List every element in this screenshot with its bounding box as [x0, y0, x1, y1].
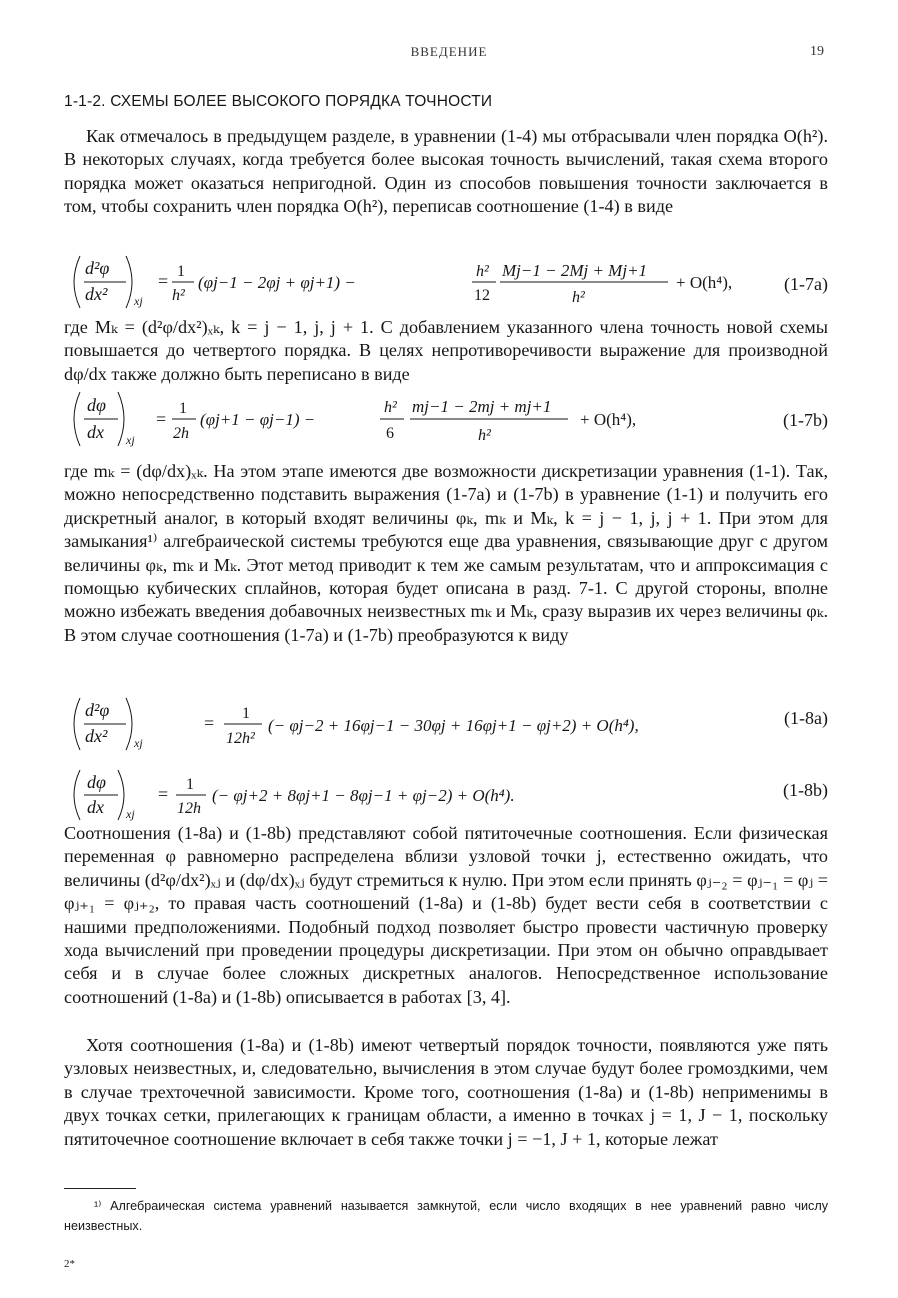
eq7a-coef-den: h² [172, 287, 185, 304]
eq7b-lhs-sub: xj [126, 433, 135, 447]
paragraph-after-1-7a: где Mₖ = (d²φ/dx²)ₓₖ, k = j − 1, j, j + 1. С добавлением указанного члена точность новой схемы повышается до четвертого порядка. В целях непротиворечивости выражение для производной dφ/dx также должно быть переписано в виде [64, 317, 828, 384]
eq8b-coef-num: 1 [186, 776, 194, 793]
running-head: ВВЕДЕНИЕ [410, 44, 488, 59]
equation-label-1-7b: (1-7b) [783, 410, 828, 430]
equation-1-7b-formula [64, 388, 764, 450]
equation-1-8b [64, 766, 828, 824]
equation-label-1-8b: (1-8b) [783, 780, 828, 800]
paragraph-after-1-8b: Соотношения (1-8a) и (1-8b) представляют собой пятиточечные соотношения. Если физическая переменная φ равномерно распределена вблизи узловой точки j, естественно ожидать, что величины (d²φ/dx²)ₓⱼ и (dφ/dx)ₓⱼ будут стремиться к нулю. При этом если принять φⱼ₋₂ = φⱼ₋₁ = φⱼ = φⱼ₊₁ = φⱼ₊₂, то правая часть соотношений (1-8a) и (1-8b) будет вести себя в соответствии с нашими предположениями. Подобный подход позволяет быстро провести частичную проверку хода вычислений при проведении процедуры дискретизации. При этом он обычно оправдывает себя и в случае более сложных дискретных аналогов. Непосредственное использование соотношений (1-8a) и (1-8b) описывается в работах [3, 4]. [64, 823, 828, 1007]
eq7a-lhs-num: d²φ [85, 258, 110, 278]
svg-text:=: = [156, 409, 167, 429]
eq8b-lhs-den: dx [87, 797, 104, 817]
eq7b-coef-num: 1 [179, 400, 187, 417]
eq8a-lhs-sub: xj [134, 736, 143, 750]
eq8b-lhs-sub: xj [126, 807, 135, 821]
eq7a-frac2-num: Mj−1 − 2Mj + Mj+1 [502, 261, 648, 280]
eq7a-coef-num: 1 [177, 263, 185, 280]
eq7a-frac2-den: h² [572, 289, 585, 306]
eq8b-lhs-num: dφ [87, 772, 106, 792]
footnote-rule [64, 1188, 136, 1189]
eq7b-corr-num: h² [384, 399, 397, 416]
eq8b-coef-den: 12h [177, 800, 201, 817]
eq7b-lhs-den: dx [87, 422, 104, 442]
paragraph-last: Хотя соотношения (1-8a) и (1-8b) имеют четвертый порядок точности, появляются уже пять узловых неизвестных, и, следовательно, вычисления в этом случае будут более громоздкими, чем в случае трехточечной зависимости. Кроме того, соотношения (1-8a) и (1-8b) неприменимы в двух точках сетки, прилегающих к границам области, а именно в точках j = 1, J − 1, поскольку пятиточечное соотношение включает в себя также точки j = −1, J + 1, которые лежат [64, 1035, 828, 1149]
eq7b-coef-den: 2h [173, 425, 189, 442]
eq7a-corr-num: h² [476, 263, 489, 280]
equation-1-8a-formula [64, 694, 764, 754]
svg-text:=: = [204, 713, 215, 733]
eq7b-frac2-den: h² [478, 427, 491, 444]
eq8b-rhs: (− φj+2 + 8φj+1 − 8φj−1 + φj−2) + O(h⁴). [212, 786, 515, 805]
svg-text:=: = [158, 784, 169, 804]
eq7a-lhs-sub: xj [134, 294, 143, 308]
page-number: 19 [810, 44, 824, 59]
equation-label-1-8a: (1-8a) [784, 708, 828, 728]
eq7a-order: + O(h⁴), [676, 273, 733, 292]
eq7b-corr-den: 6 [386, 425, 394, 442]
eq7b-lhs-num: dφ [87, 395, 106, 415]
eq7a-corr-den: 12 [474, 287, 490, 304]
section-title: 1-1-2. СХЕМЫ БОЛЕЕ ВЫСОКОГО ПОРЯДКА ТОЧНОСТИ [64, 93, 493, 110]
equation-1-8b-formula [64, 766, 764, 824]
eq7a-bracket: (φj−1 − 2φj + φj+1) − [198, 273, 356, 292]
paragraph-intro: Как отмечалось в предыдущем разделе, в уравнении (1-4) мы отбрасывали член порядка O(h²). В некоторых случаях, когда требуется более высокая точность вычислений, такая схема второго порядка может оказаться непригодной. Один из способов повышения точности заключается в том, чтобы сохранить член порядка O(h²), переписав соотношение (1-4) в виде [64, 126, 828, 217]
paragraph-after-1-7b: где mₖ = (dφ/dx)ₓₖ. На этом этапе имеются две возможности дискретизации уравнения (1-1). Так, можно непосредственно подставить выражения (1-7a) и (1-7b) в уравнение (1-1) и получить его дискретный аналог, в который входят величины φₖ, mₖ и Mₖ, k = j − 1, j, j + 1. При этом для замыкания¹⁾ алгебраической системы требуются еще два уравнения, связывающие друг с другом величины φₖ, mₖ и Mₖ. Этот метод приводит к тем же самым результатам, что и аппроксимация с помощью кубических сплайнов, которая будет описана в разд. 7-1. С другой стороны, вполне можно избежать введения добавочных неизвестных mₖ и Mₖ, сразу выразив их через величины φₖ. В этом случае соотношения (1-7a) и (1-7b) преобразуются к виду [64, 461, 828, 645]
eq7b-frac2-num: mj−1 − 2mj + mj+1 [412, 397, 552, 416]
eq8a-lhs-den: dx² [85, 726, 108, 746]
equation-1-8a [64, 694, 828, 754]
svg-text:=: = [158, 271, 169, 291]
footnote: ¹⁾ Алгебраическая система уравнений называется замкнутой, если число входящих в нее уравнений равно числу неизвестных. [64, 1199, 828, 1233]
eq7b-bracket: (φj+1 − φj−1) − [200, 410, 316, 429]
equation-1-7a [64, 252, 828, 312]
eq7b-order: + O(h⁴), [580, 410, 637, 429]
equation-1-7b [64, 388, 828, 450]
eq8a-coef-num: 1 [242, 705, 250, 722]
eq8a-rhs: (− φj−2 + 16φj−1 − 30φj + 16φj+1 − φj+2) + O(h⁴), [268, 716, 639, 735]
equation-label-1-7a: (1-7a) [784, 274, 828, 294]
equation-1-7a-formula [64, 252, 764, 312]
eq8a-lhs-num: d²φ [85, 700, 110, 720]
eq7a-lhs-den: dx² [85, 284, 108, 304]
signature-mark: 2* [64, 1258, 75, 1270]
eq8a-coef-den: 12h² [226, 730, 255, 747]
